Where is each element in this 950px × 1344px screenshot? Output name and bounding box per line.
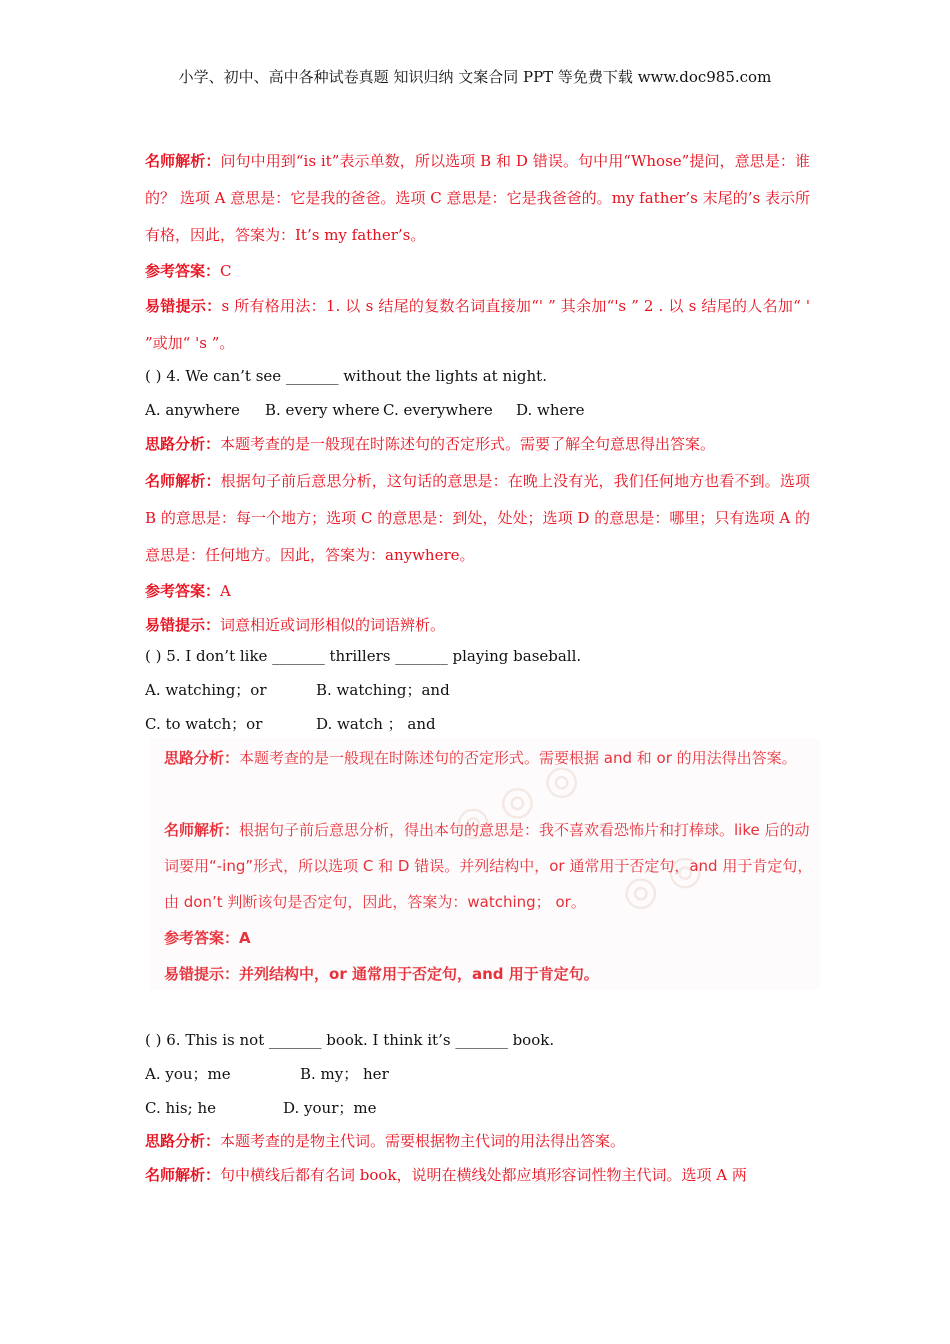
q5-stem: ( ) 5. I don’t like _______ thrillers _______ playing baseball. [145,647,582,665]
q3-tip-text: s 所有格用法：1. 以 s 结尾的复数名词直接加“' ” 其余加“'s ” 2 . 以 s 结尾的人名加“ ' ”或加“ 's ”。 [145,297,810,352]
q4-answer-value: A [220,582,231,600]
q4-analysis [145,463,810,574]
q5-options-row2 [145,714,810,734]
q5-explanation-image [150,738,820,990]
watermark-graphic-2: ◎ ◎ [614,842,710,920]
q6-option-c: C. his; he [145,1099,216,1117]
q5-option-a: A. watching；or [145,681,267,699]
q6-analysis [145,1158,810,1192]
q4-idea [145,426,810,463]
q6-option-b: B. my； her [300,1065,389,1083]
q5-analysis [164,812,814,920]
q4-answer-label: 参考答案： [145,582,221,600]
q6-analysis-text: 句中横线后都有名词 book，说明在横线处都应填形容词性物主代词。选项 A 两 [220,1166,747,1184]
q6-stem: ( ) 6. This is not _______ book. I think it’s _______ book. [145,1031,555,1049]
q4-tip-label: 易错提示： [145,616,221,634]
q6-options-row2 [145,1098,810,1118]
q4-option-d: D. where [516,401,585,419]
q5-option-c: C. to watch；or [145,715,263,733]
q5-idea-text: 本题考查的是一般现在时陈述句的否定形式。需要根据 and 和 or 的用法得出答案。 [239,749,797,767]
q6-idea-text: 本题考查的是物主代词。需要根据物主代词的用法得出答案。 [220,1132,626,1150]
page-header: 小学、初中、高中各种试卷真题 知识归纳 文案合同 PPT 等免费下载 www.doc985.com [178,68,772,86]
q4-options [145,400,810,420]
q3-tip [145,288,810,362]
q5-option-b: B. watching；and [316,681,450,699]
q5-idea-label: 思路分析： [164,749,240,767]
q5-answer [164,920,814,956]
q3-answer-value: C [220,262,232,280]
q3-answer [145,254,810,288]
q6-idea [145,1124,810,1158]
q3-analysis-text: 问句中用到“is it”表示单数，所以选项 B 和 D 错误。句中用“Whose”提问，意思是：谁的？ 选项 A 意思是：它是我的爸爸。选项 C 意思是：它是我爸爸的。my father’s 末尾的’s 表示所有格，因此，答案为：It’s my father’s。 [145,152,810,244]
q6-idea-label: 思路分析： [145,1132,221,1150]
watermark-graphic: ◎ ◎ ◎ [446,752,587,850]
q4-tip-text: 词意相近或词形相似的词语辨析。 [220,616,446,634]
q6-option-d: D. your；me [283,1099,377,1117]
q3-answer-label: 参考答案： [145,262,221,280]
q5-analysis-label: 名师解析： [164,821,240,839]
q4-answer [145,574,810,608]
q4-tip [145,608,810,642]
q5-tip-text: 并列结构中，or 通常用于否定句，and 用于肯定句。 [239,965,599,983]
q5-idea [164,740,814,776]
q4-option-c: C. everywhere [383,401,493,419]
q6-option-a: A. you；me [145,1065,231,1083]
q4-idea-text: 本题考查的是一般现在时陈述句的否定形式。需要了解全句意思得出答案。 [220,435,716,453]
q5-options-row1 [145,680,810,700]
q4-stem: ( ) 4. We can’t see _______ without the lights at night. [145,367,547,385]
q5-answer-value: A [239,929,251,947]
q4-analysis-label: 名师解析： [145,472,221,490]
document-body-continued [145,1030,810,1192]
q3-analysis [145,143,810,254]
q6-options-row1 [145,1064,810,1084]
q5-tip-label: 易错提示： [164,965,240,983]
q5-analysis-text: 根据句子前后意思分析，得出本句的意思是：我不喜欢看恐怖片和打棒球。like 后的动词要用“-ing”形式，所以选项 C 和 D 错误。并列结构中，or 通常用于否定句，and 用于肯定句，由 don’t 判断该句是否定句，因此，答案为：watching； or。 [164,821,813,911]
q3-tip-label: 易错提示： [145,297,222,315]
q4-option-a: A. anywhere [145,401,240,419]
q4-analysis-text: 根据句子前后意思分析，这句话的意思是：在晚上没有光，我们任何地方也看不到。选项 B 的意思是：每一个地方；选项 C 的意思是：到处，处处；选项 D 的意思是：哪里；只有选项 A 的意思是：任何地方。因此，答案为：anywhere。 [145,472,810,564]
q6-analysis-label: 名师解析： [145,1166,221,1184]
q5-answer-label: 参考答案： [164,929,240,947]
q3-analysis-label: 名师解析： [145,152,221,170]
q4-option-b: B. every where [265,401,380,419]
q5-option-d: D. watch ； and [316,715,436,733]
q5-tip [164,956,814,990]
q4-idea-label: 思路分析： [145,435,221,453]
document-body [145,143,810,734]
